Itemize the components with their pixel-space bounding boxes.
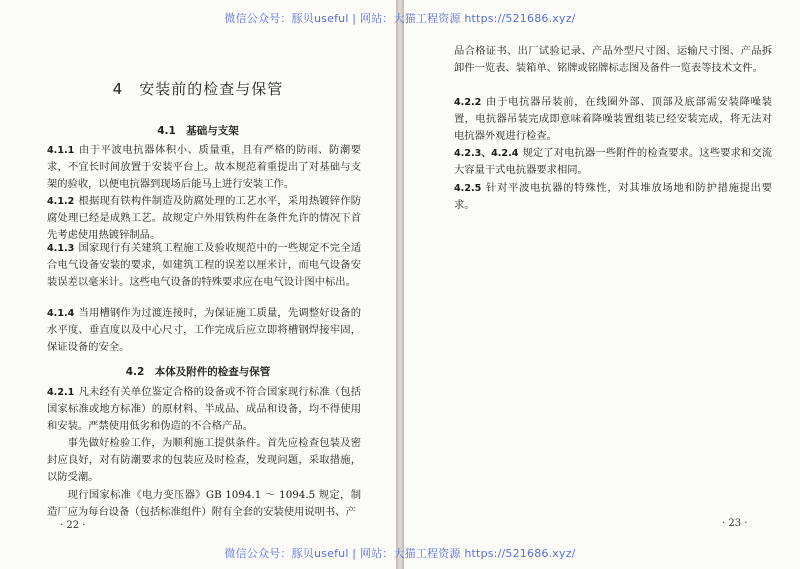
clause-number: 4.2.2 (454, 97, 482, 108)
page-number-right: · 23 · (722, 518, 748, 529)
book-gutter (396, 0, 404, 569)
paragraph-continuation: 品合格证书、出厂试验记录、产品外型尺寸图、运输尺寸图、产品拆卸件一览表、装箱单、铭牌或铭牌标志图及备件一览表等技术文件。 (454, 45, 772, 75)
paragraph-4-2-5 (454, 180, 772, 214)
section-title-4-2: 4.2 本体及附件的检查与保管 (125, 366, 271, 378)
clause-number: 4.2.1 (47, 387, 75, 398)
paragraph-4-2-2 (454, 94, 772, 146)
paragraph-4-2-3 (454, 145, 772, 179)
paragraph-4-2-1-b: 事先做好检验工作，为顺利施工提供条件。首先应检查包装及密封应良好，对有防潮要求的包装应及时检查，发现问题，采取措施，以防受潮。 (47, 437, 361, 484)
paragraph-text: 根据现有铁构件制造及防腐处理的工艺水平，采用热镀锌作防腐处理已经是成熟工艺。故规定户外用铁构件在条件允许的情况下首先考虑使用热镀锌制品。 (47, 195, 361, 242)
clause-number: 4.1.3 (47, 243, 75, 254)
paragraph-text: 针对平波电抗器的特殊性，对其堆放场地和防护措施提出要求。 (454, 182, 772, 212)
paragraph-text: 由于平波电抗器体积小、质量重，且有严格的防雨、防潮要求，不宜长时间放置于安装平台上。故本规范着重提出了对基础与支架的验收，以便电抗器到现场后能马上进行安装工作。 (47, 144, 361, 191)
page-number-left: · 22 · (60, 520, 86, 531)
paragraph-4-2-1 (47, 384, 361, 436)
clause-number: 4.2.5 (454, 183, 482, 194)
clause-number: 4.1.2 (47, 196, 75, 207)
paragraph-text: 当用槽钢作为过渡连接时，为保证施工质量，先调整好设备的水平度、垂直度以及中心尺寸，工作完成后应立即将槽钢焊接牢固，保证设备的安全。 (47, 307, 361, 354)
watermark-top: 微信公众号：豚贝useful | 网站：大猫工程资源 https://521686.xyz/ (224, 12, 576, 25)
paragraph-text: 规定了对电抗器一些附件的检查要求。这些要求和交流大容量干式电抗器要求相同。 (454, 147, 772, 177)
paragraph-4-1-1 (47, 142, 361, 194)
paragraph-4-2-1-c: 现行国家标准《电力变压器》GB 1094.1 ～ 1094.5 规定，制造厂应为每台设备（包括标准组件）附有全套的安装使用说明书、产 (47, 489, 361, 519)
paragraph-text: 国家现行有关建筑工程施工及验收规范中的一些规定不完全适合电气设备安装的要求，如建筑工程的误差以厘米计，而电气设备安装误差以毫米计。这些电气设备的特殊要求应在电气设计图中标出。 (47, 242, 361, 289)
clause-number: 4.2.3、4.2.4 (454, 148, 519, 159)
clause-number: 4.1.1 (47, 145, 75, 156)
paragraph-4-1-3 (47, 240, 361, 292)
section-title-4-1: 4.1 基础与支架 (157, 125, 239, 137)
left-page (0, 0, 396, 569)
clause-number: 4.1.4 (47, 308, 75, 319)
paragraph-text: 凡未经有关单位鉴定合格的设备或不符合国家现行标准（包括国家标准或地方标准）的原材料、半成品、成品和设备，均不得使用和安装。严禁使用低劣和伪造的不合格产品。 (47, 386, 361, 433)
right-page (404, 0, 800, 569)
watermark-bottom: 微信公众号：豚贝useful | 网站：大猫工程资源 https://521686.xyz/ (224, 547, 576, 560)
paragraph-4-1-2 (47, 193, 361, 245)
paragraph-text: 由于电抗器吊装前，在线圈外部、顶部及底部需安装降噪装置，电抗器吊装完成即意味着降噪装置组装已经安装完成，将无法对电抗器外观进行检查。 (454, 96, 772, 143)
paragraph-4-1-4 (47, 305, 361, 357)
chapter-title: 4 安装前的检查与保管 (112, 80, 284, 98)
